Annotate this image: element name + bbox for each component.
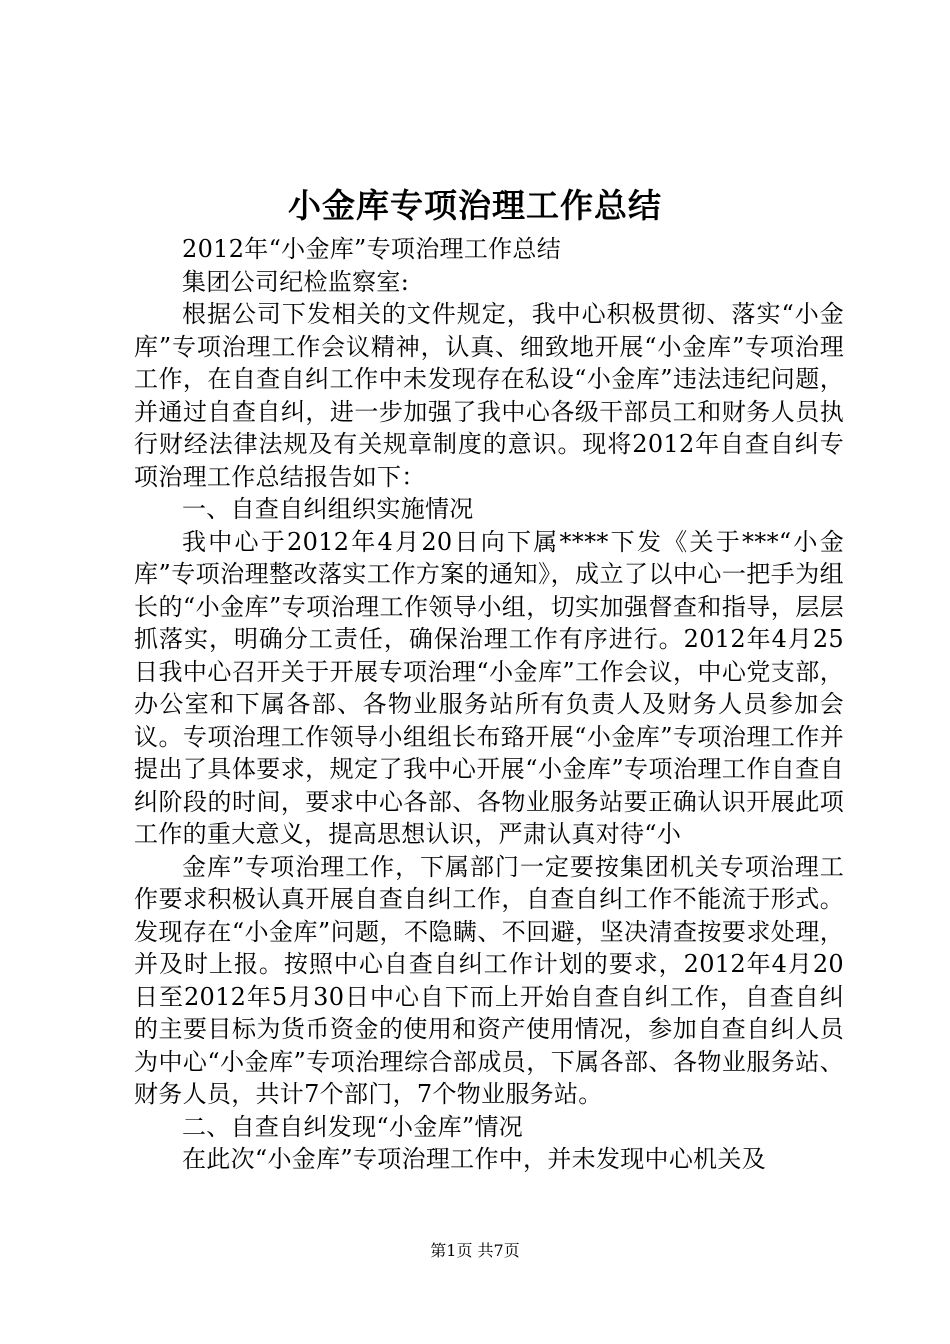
section-heading-1: 一、自查自纠组织实施情况 [182, 495, 474, 523]
report-heading: 2012年“小金库”专项治理工作总结 [182, 235, 562, 263]
section-1-paragraph-2: 金库”专项治理工作，下属部门一定要按集团机关专项治理工作要求积极认真开展自查自纠工作，自查自纠工作不能流于形式。发现存在“小金库”问题，不隐瞒、不回避，坚决清查按要求处理，并及时上报。按照中心自查自纠工作计划的要求，2012年4月20日至2012年5月30日中心自下而上开始自查自纠工作，自查自纠的主要目标为货币资金的使用和资产使用情况，参加自查自纠人员为中心“小金库”专项治理综合部成员，下属各部、各物业服务站、财务人员，共计7个部门，7个物业服务站。 [134, 852, 844, 1108]
document-body [134, 233, 844, 1176]
document-title: 小金库专项治理工作总结 [288, 186, 662, 225]
intro-paragraph: 根据公司下发相关的文件规定，我中心积极贯彻、落实“小金库”专项治理工作会议精神，认真、细致地开展“小金库”专项治理工作，在自查自纠工作中未发现存在私设“小金库”违法违纪问题，并通过自查自纠，进一步加强了我中心各级干部员工和财务人员执行财经法律法规及有关规章制度的意识。现将2012年自查自纠专项治理工作总结报告如下： [134, 300, 844, 491]
section-heading-2: 二、自查自纠发现“小金库”情况 [182, 1112, 524, 1141]
section-2-paragraph-1: 在此次“小金库”专项治理工作中，并未发现中心机关及 [182, 1145, 767, 1173]
section-1-paragraph-1: 我中心于2012年4月20日向下属****下发《关于***“小金库”专项治理整改落实工作方案的通知》，成立了以中心一把手为组长的“小金库”专项治理工作领导小组，切实加强督查和指导，层层抓落实，明确分工责任，确保治理工作有序进行。2012年4月25日我中心召开关于开展专项治理“小金库”工作会议，中心党支部，办公室和下属各部、各物业服务站所有负责人及财务人员参加会议。专项治理工作领导小组组长布臵开展“小金库”专项治理工作并提出了具体要求，规定了我中心开展“小金库”专项治理工作自查自纠阶段的时间，要求中心各部、各物业服务站要正确认识开展此项工作的重大意义，提高思想认识，严肃认真对待“小 [134, 527, 844, 848]
page-number-footer: 第1页 共7页 [430, 1241, 520, 1260]
addressee-line: 集团公司纪检监察室: [182, 267, 410, 296]
